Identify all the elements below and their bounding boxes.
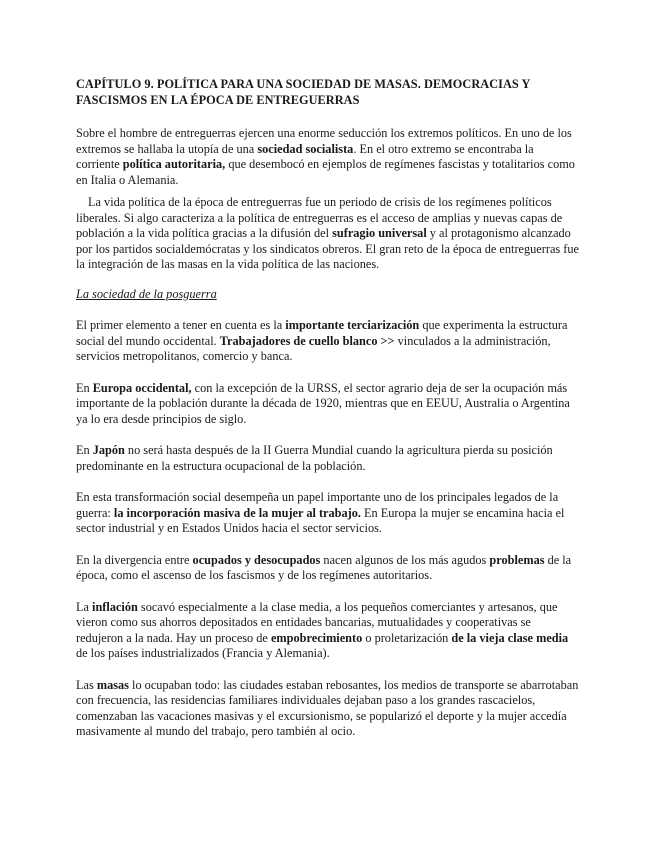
text-run: que experimenta la estructura social del mundo occidental.: [76, 318, 568, 348]
paragraph: [76, 126, 579, 188]
bold-term: masas: [96, 677, 129, 692]
document-page: [76, 76, 579, 756]
bold-term: importante terciarización: [285, 318, 420, 332]
bold-term: problemas: [489, 552, 545, 567]
bold-term: sociedad socialista: [257, 141, 354, 156]
text-run: socavó especialmente a la clase media, a los pequeños comerciantes y artesanos, que vieron como sus ahorros depositados en entidades bancarias, mutualidades y cooperativas se redujeron a la nada. Hay un proceso de: [76, 599, 558, 645]
bold-term: inflación: [92, 599, 138, 614]
bold-term: Europa occidental,: [92, 380, 192, 395]
text-run: En la divergencia entre: [76, 552, 193, 567]
bold-term: de la vieja clase media: [451, 630, 569, 645]
text-run: La: [76, 599, 93, 614]
bold-term: ocupados y desocupados: [192, 552, 321, 567]
text-run: no será hasta después de la II Guerra Mundial cuando la agricultura pierda su posición predominante en la estructura ocupacional de la población.: [76, 443, 553, 473]
bold-term: Trabajadores de cuello blanco >>: [219, 333, 395, 348]
bold-term: política autoritaria,: [122, 157, 226, 171]
chapter-title: CAPÍTULO 9. POLÍTICA PARA UNA SOCIEDAD DE MASAS. DEMOCRACIAS Y FASCISMOS EN LA ÉPOCA DE ENTREGUERRAS: [76, 77, 530, 107]
paragraph: [76, 195, 579, 273]
paragraph: [76, 678, 579, 740]
text-run: En Europa la mujer se encamina hacia el sector industrial y en Estados Unidos hacia el sector servicios.: [76, 505, 565, 535]
text-run: vinculados a la administración, servicios metropolitanos, comercio y banca.: [76, 333, 551, 363]
text-run: de los países industrializados (Francia y Alemania).: [76, 646, 330, 660]
text-run: lo ocupaban todo: las ciudades estaban rebosantes, los medios de transporte se abarrotaban con frecuencia, las residencias familiares individuales dejaban paso a los grandes rascacielos, comenzaban las vacaciones masivas y el excursionismo, se popularizó el deporte y la mujer accedía masivamente al mundo del trabajo, pero también al ocio.: [76, 677, 579, 738]
text-run: Las: [76, 677, 97, 692]
document-body: [76, 126, 579, 740]
bold-term: empobrecimiento: [270, 630, 363, 645]
text-run: El primer elemento a tener en cuenta es la: [76, 318, 286, 332]
text-run: En: [76, 380, 93, 395]
text-run: que desembocó en ejemplos de regímenes fascistas y totalitarios como en Italia o Alemania.: [76, 157, 575, 187]
paragraph: [76, 600, 579, 662]
text-run: En esta transformación social desempeña un papel importante uno de los principales legados de la guerra:: [76, 490, 559, 520]
text-run: . En el otro extremo se encontraba la corriente: [76, 141, 534, 171]
text-run: con la excepción de la URSS, el sector agrario deja de ser la ocupación más importante de la población durante la década de 1920, mientras que en EEUU, Australia o Argentina ya lo era desde principios de siglo.: [76, 380, 570, 426]
text-run: La vida política de la época de entreguerras fue un periodo de crisis de los regímenes políticos liberales. Si algo caracteriza a la política de entreguerras es el acceso de amplias y nuevas capas de población a la vida política gracias a la difusión del: [76, 195, 563, 240]
text-run: o proletarización: [362, 630, 452, 645]
bold-term: Japón: [92, 443, 125, 457]
bold-term: sufragio universal: [332, 226, 427, 240]
text-run: nacen algunos de los más agudos: [320, 552, 490, 567]
bold-term: la incorporación masiva de la mujer al trabajo.: [113, 505, 361, 520]
paragraph: [76, 490, 579, 537]
paragraph: [76, 318, 579, 365]
text-run: En: [76, 443, 93, 457]
paragraph: [76, 443, 579, 474]
paragraph: [76, 553, 579, 584]
paragraph: [76, 381, 579, 428]
text-run: Sobre el hombre de entreguerras ejercen una enorme seducción los extremos políticos. En uno de los extremos se hallaba la utopía de una: [76, 126, 572, 156]
section-heading: La sociedad de la posguerra: [76, 286, 217, 301]
text-run: y al protagonismo alcanzado por los partidos socialdemócratas y los sindicatos obreros. El gran reto de la época de entreguerras fue la integración de las masas en la vida política de las naciones.: [76, 226, 579, 271]
text-run: de la época, como el ascenso de los fascismos y de los regímenes autoritarios.: [76, 552, 572, 582]
